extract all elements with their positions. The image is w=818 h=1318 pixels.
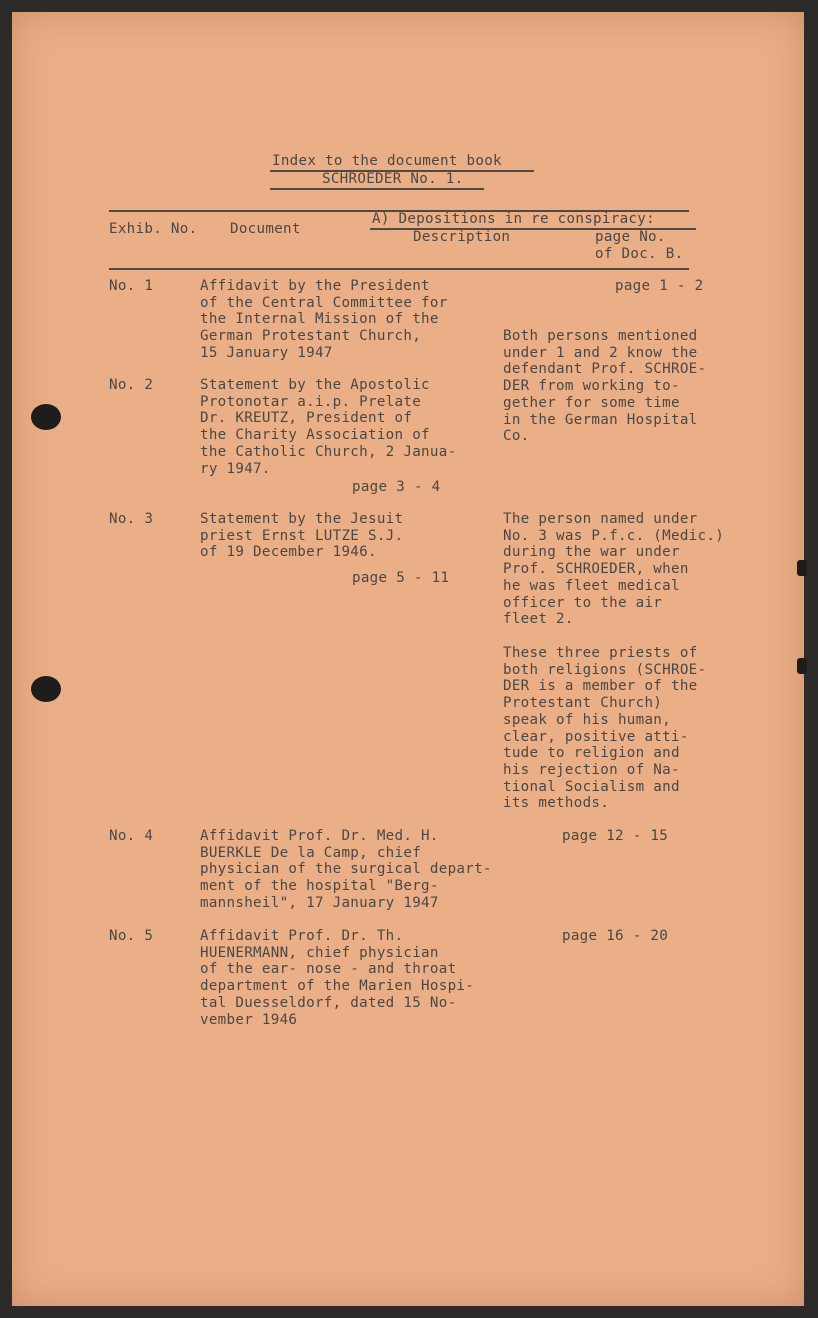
- entry-4-page: page 12 - 15: [562, 828, 669, 844]
- column-header-page-no: page No. of Doc. B.: [595, 229, 684, 262]
- title-line-1: Index to the document book: [272, 153, 502, 169]
- section-heading: A) Depositions in re conspiracy:: [372, 211, 655, 227]
- title-underline-2: [270, 188, 484, 190]
- column-header-document: Document: [230, 221, 301, 237]
- edge-mark-upper: [797, 560, 807, 576]
- entry-5-page: page 16 - 20: [562, 928, 669, 944]
- entry-3-page: page 5 - 11: [352, 570, 450, 586]
- edge-mark-lower: [797, 658, 807, 674]
- header-bottom-rule: [109, 268, 689, 270]
- entry-2-page: page 3 - 4: [352, 479, 441, 495]
- punch-hole-top: [31, 404, 61, 430]
- entry-5-document: Affidavit Prof. Dr. Th. HUENERMANN, chief physician of the ear- nose - and throat department of the Marien Hospi- tal Duesseldorf, dated 15 No- vember 1946: [200, 928, 475, 1028]
- entry-3-document: Statement by the Jesuit priest Ernst LUTZE S.J. of 19 December 1946.: [200, 511, 404, 561]
- punch-hole-bottom: [31, 676, 61, 702]
- column-header-exhib-no: Exhib. No.: [109, 221, 198, 237]
- entry-3-number: No. 3: [109, 511, 154, 527]
- title-line-2: SCHROEDER No. 1.: [322, 171, 464, 187]
- entry-4-document: Affidavit Prof. Dr. Med. H. BUERKLE De la Camp, chief physician of the surgical depart- ment of the hospital "Berg- mannsheil", 17 January 1947: [200, 828, 492, 911]
- column-header-description: Description: [413, 229, 511, 245]
- entry-1-page: page 1 - 2: [615, 278, 704, 294]
- description-three-priests: These three priests of both religions (SCHROE- DER is a member of the Protestant Church) speak of his human, clear, positive atti- tude to religion and his rejection of Na- tional Socialism and its methods.: [503, 645, 707, 812]
- entry-1-document: Affidavit by the President of the Central Committee for the Internal Mission of the German Protestant Church, 15 January 1947: [200, 278, 448, 361]
- entry-5-number: No. 5: [109, 928, 154, 944]
- description-entry-3: The person named under No. 3 was P.f.c. (Medic.) during the war under Prof. SCHROEDER, when he was fleet medical officer to the air fleet 2.: [503, 511, 725, 628]
- entry-2-document: Statement by the Apostolic Protonotar a.i.p. Prelate Dr. KREUTZ, President of the Charity Association of the Catholic Church, 2 Janua- ry 1947.: [200, 377, 457, 477]
- entry-2-number: No. 2: [109, 377, 154, 393]
- entry-4-number: No. 4: [109, 828, 154, 844]
- entry-1-number: No. 1: [109, 278, 154, 294]
- description-entries-1-2: Both persons mentioned under 1 and 2 know the defendant Prof. SCHROE- DER from working to- gether for some time in the German Hospital Co.: [503, 328, 707, 445]
